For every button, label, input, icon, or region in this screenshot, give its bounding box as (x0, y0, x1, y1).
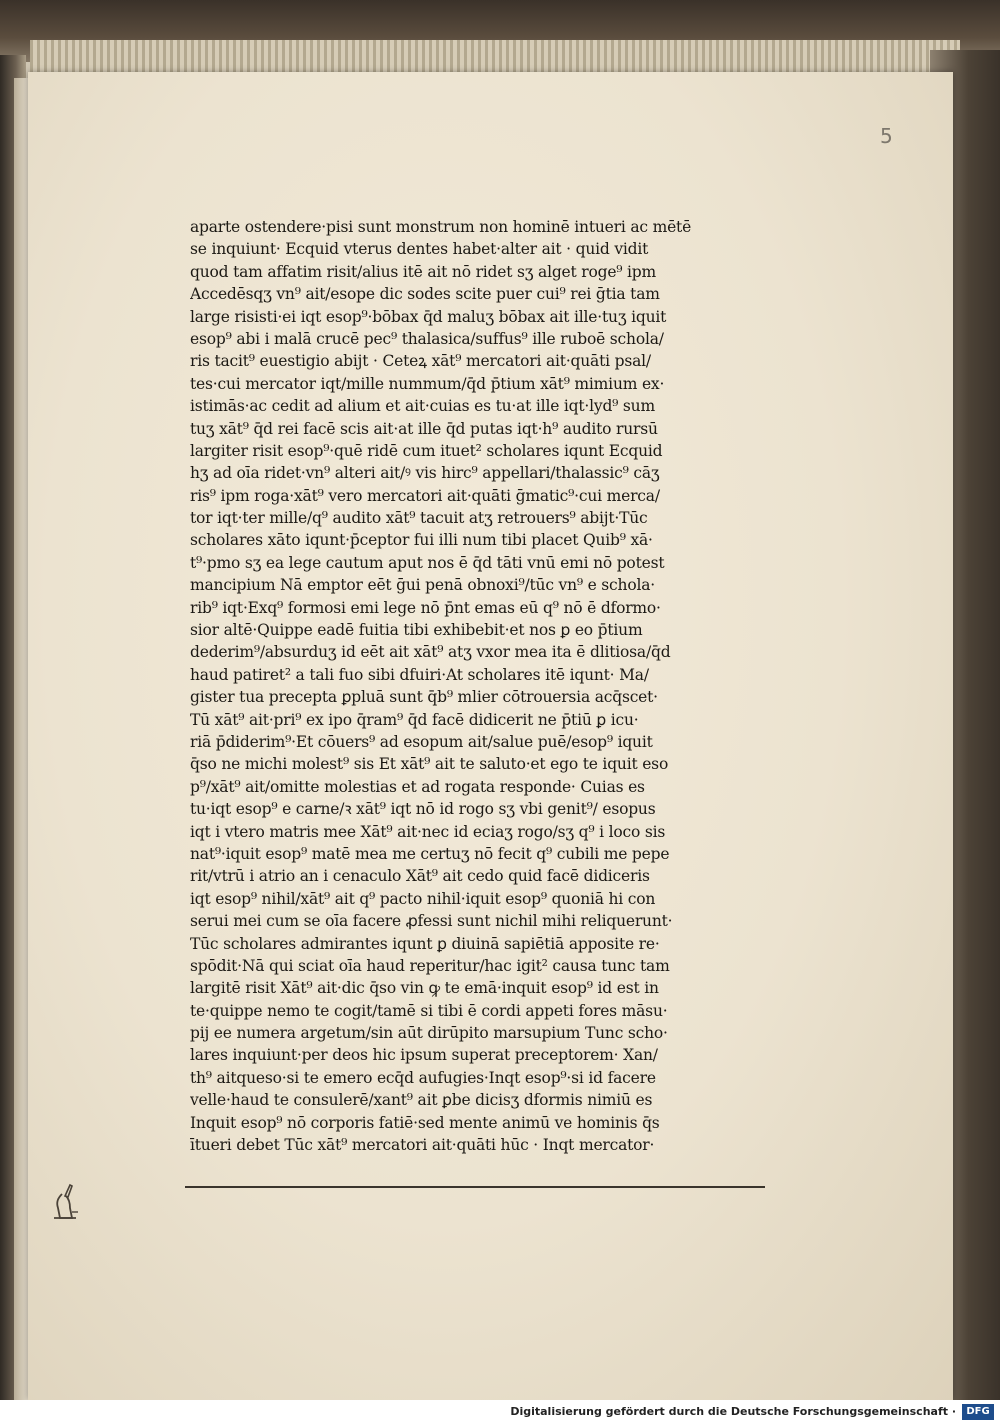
manicule-icon (48, 1182, 84, 1226)
text-line: spōdit·Nā qui sciat oīa haud reperitur/hac igit² causa tunc tam (190, 956, 670, 975)
footer-bar (0, 1400, 1000, 1424)
text-line: ris⁹ ipm roga·xāt⁹ vero mercatori ait·quāti ḡmatic⁹·cui merca/ (190, 486, 660, 505)
text-line: sior altē·Quippe eadē fuitia tibi exhibebit·et nos ꝑ eo p̄tium (190, 621, 643, 640)
text-line: te·quippe nemo te cogit/tamē si tibi ē cordi appeti fores māsu· (190, 1001, 668, 1020)
text-line: tor iqt·ter mille/q⁹ audito xāt⁹ tacuit atʒ retrouers⁹ abijt·Tūc (190, 509, 648, 528)
text-line: iqt i vtero matris mee Xāt⁹ ait·nec id eciaʒ rogo/sʒ q⁹ i loco sis (190, 822, 666, 841)
text-line: q̄so ne michi molest⁹ sis Et xāt⁹ ait te saluto·et ego te iquit eso (190, 755, 669, 774)
text-line: haud patiret² a tali fuo sibi dfuiri·At scholares itē iqunt· Ma/ (190, 665, 649, 684)
text-line: ris tacit⁹ euestigio abijt · Ceteꝝ xāt⁹ mercatori ait·quāti psal/ (190, 352, 651, 371)
dfg-logo: DFG (962, 1404, 994, 1420)
text-line: istimās·ac cedit ad alium et ait·cuias es tu·at ille iqt·lyd⁹ sum (190, 397, 655, 416)
text-line: Inquit esop⁹ nō corporis fatiē·sed mente animū ve hominis q̄s (190, 1113, 660, 1132)
text-line: ītueri debet Tūc xāt⁹ mercatori ait·quāti hūc · Inqt mercator· (190, 1136, 655, 1155)
text-line: dederim⁹/absurduʒ id eēt ait xāt⁹ atʒ vxor mea ita ē dlitiosa/q̄d (190, 643, 671, 662)
text-line: large risisti·ei iqt esop⁹·bōbax q̄d maluʒ bōbax ait ille·tuʒ iquit (190, 307, 667, 326)
text-line: lares inquiunt·per deos hic ipsum superat preceptorem· Xan/ (190, 1046, 658, 1065)
text-line: th⁹ aitqueso·si te emero ecq̄d aufugies·Inqt esop⁹·si id facere (190, 1068, 656, 1087)
text-line: p⁹/xāt⁹ ait/omitte molestias et ad rogata responde· Cuias es (190, 777, 645, 796)
text-line: nat⁹·iquit esop⁹ matē mea me certuʒ nō fecit q⁹ cubili me pepe (190, 844, 670, 863)
text-line: velle·haud te consulerē/xant⁹ ait ꝑbe dicisʒ dformis nimiū es (190, 1091, 653, 1110)
text-line: tuʒ xāt⁹ q̄d rei facē scis ait·at ille q̄d putas iqt·h⁹ audito rursū (190, 419, 658, 438)
text-line: Tū xāt⁹ ait·pri⁹ ex ipo q̄ram⁹ q̄d facē didicerit ne p̄tiū ꝑ icu· (190, 710, 639, 729)
text-line: se inquiunt· Ecquid vterus dentes habet·alter ait · quid vidit (190, 240, 649, 259)
text-underline-rule (185, 1186, 765, 1188)
text-block (190, 216, 770, 1156)
text-line: rit/vtrū i atrio an i cenaculo Xāt⁹ ait cedo quid facē didiceris (190, 867, 650, 886)
text-line: quod tam affatim risit/alius itē ait nō ridet sʒ alget roge⁹ ipm (190, 262, 657, 281)
funding-credit: Digitalisierung gefördert durch die Deutsche Forschungsgemeinschaft · (510, 1405, 956, 1418)
facing-page-edge (14, 78, 28, 1400)
text-line: mancipium Nā emptor eēt ḡui penā obnoxi⁹/tūc vn⁹ e schola· (190, 576, 655, 595)
text-line: rib⁹ iqt·Exq⁹ formosi emi lege nō p̄nt emas eū q⁹ nō ē dformo· (190, 598, 661, 617)
text-line: tu·iqt esop⁹ e carne/ꝛ xāt⁹ iqt nō id rogo sʒ vbi genit⁹/ esopus (190, 800, 656, 819)
text-line: t⁹·pmo sʒ ea lege cautum aput nos ē q̄d tāti vnū emi nō potest (190, 553, 665, 572)
text-line: Accedēsqʒ vn⁹ ait/esope dic sodes scite puer cui⁹ rei ḡtia tam (190, 285, 660, 304)
text-line: riā p̄diderim⁹·Et cōuers⁹ ad esopum ait/salue puē/esop⁹ iquit (190, 732, 653, 751)
text-line: hʒ ad oīa ridet·vn⁹ alteri ait/ꝰ vis hirc⁹ appellari/thalassic⁹ cāʒ (190, 464, 660, 483)
text-line: esop⁹ abi i malā crucē pec⁹ thalasica/suffus⁹ ille ruboē schola/ (190, 329, 664, 348)
folio-number: 5 (880, 124, 893, 148)
text-line: scholares xāto iqunt·p̄ceptor fui illi num tibi placet Quib⁹ xā· (190, 531, 653, 550)
text-line: gister tua precepta ꝑpluā sunt q̄b⁹ mlier cōtrouersia acq̄scet· (190, 688, 658, 707)
text-line: iqt esop⁹ nihil/xāt⁹ ait q⁹ pacto nihil·iquit esop⁹ quoniā hi con (190, 889, 656, 908)
text-line: aparte ostendere·pisi sunt monstrum non hominē intueri ac mētē (190, 218, 692, 236)
text-line: tes·cui mercator iqt/mille nummum/q̄d p̄tium xāt⁹ mimium ex· (190, 374, 665, 393)
text-line: pij ee numera argetum/sin aūt dirūpito marsupium Tunc scho· (190, 1024, 668, 1043)
text-line: largiter risit esop⁹·quē ridē cum ituet² scholares iqunt Ecquid (190, 441, 663, 460)
text-line: serui mei cum se oīa facere ꝓfessi sunt nichil mihi reliquerunt· (190, 912, 673, 931)
text-line: largitē risit Xāt⁹ ait·dic q̄so vin ꝙ te emā·inquit esop⁹ id est in (190, 979, 659, 998)
text-line: Tūc scholares admirantes iqunt ꝑ diuinā sapiētiā apposite re· (190, 934, 660, 953)
